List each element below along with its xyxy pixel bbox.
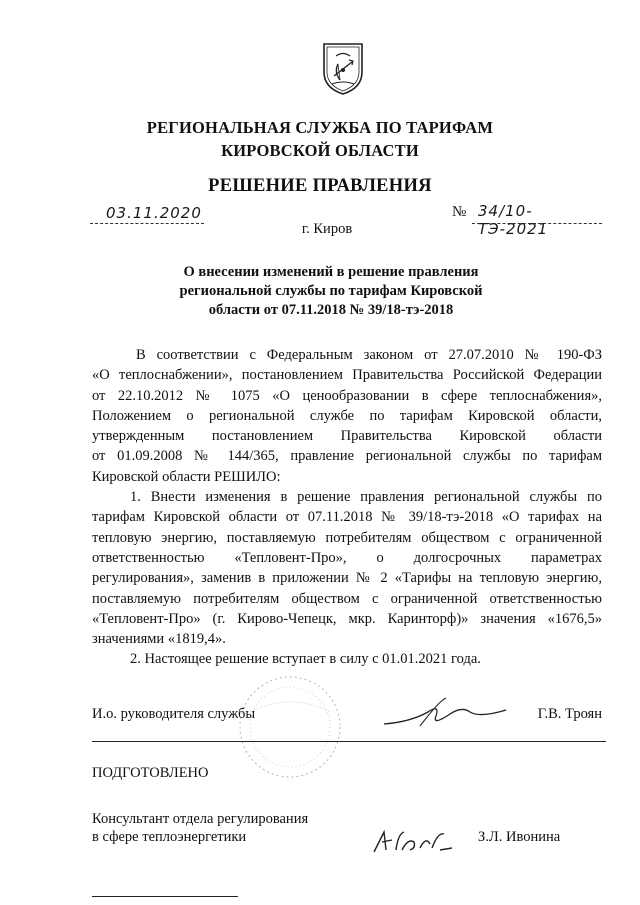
body-line: Положением о региональной службе по тарифам Кировской области, <box>92 407 602 424</box>
number-sign: № <box>452 204 467 220</box>
body-line: от 01.09.2008 № 144/365, правление региональной службы по тарифам <box>92 448 602 465</box>
preparer-position-line2: в сфере теплоэнергетики <box>92 829 247 845</box>
signatory-role: И.о. руководителя службы <box>92 706 256 722</box>
signatory-name: Г.В. Троян <box>537 706 602 722</box>
item-line: 2. Настоящее решение вступает в силу с 01.01.2021 года. <box>130 651 481 668</box>
item-line: ответственностью «Тепловент-Про», о долгосрочных параметрах <box>92 549 602 566</box>
body-line: «О теплоснабжении», постановлением Правительства Российской Федерации <box>92 367 602 384</box>
body-line: Кировской области РЕШИЛО: <box>92 468 281 485</box>
body-line: от 22.10.2012 № 1075 «О ценообразовании в сфере теплоснабжения», <box>92 387 602 404</box>
body-line: утвержденным постановлением Правительства Кировской области <box>92 428 602 445</box>
preparer-name: З.Л. Ивонина <box>478 829 561 845</box>
signature-divider <box>92 741 606 742</box>
document-city: г. Киров <box>301 221 353 237</box>
item-line: «Тепловент-Про» (г. Кирово-Чепецк, мкр. Каринторф)» значения «1676,5» <box>92 610 602 627</box>
handwritten-initials-icon <box>368 822 456 858</box>
item-line: тепловую энергию, поставляемую потребителям обществом с ограниченной <box>92 529 602 546</box>
item-line: значениями «1819,4». <box>92 631 226 648</box>
subject-line: О внесении изменений в решение правления <box>183 264 479 280</box>
body-line: В соответствии с Федеральным законом от 27.07.2010 № 190-ФЗ <box>136 347 602 363</box>
decision-body <box>92 345 602 670</box>
item-line: тарифам Кировской области от 07.11.2018 № 39/18-тэ-2018 «О тарифах на <box>92 509 602 526</box>
item-line: 1. Внести изменения в решение правления региональной службы по <box>130 489 602 506</box>
kirov-coat-of-arms-icon <box>318 42 368 96</box>
document-title: РЕШЕНИЕ ПРАВЛЕНИЯ <box>208 176 432 196</box>
handwritten-signature-icon <box>380 692 510 732</box>
document-date: 03.11.2020 <box>106 204 202 222</box>
prepared-label: ПОДГОТОВЛЕНО <box>92 765 209 781</box>
footer-rule <box>92 896 238 897</box>
organization-name-line2: КИРОВСКОЙ ОБЛАСТИ <box>221 141 419 160</box>
organization-name-line1: РЕГИОНАЛЬНАЯ СЛУЖБА ПО ТАРИФАМ <box>146 118 494 137</box>
official-stamp-icon <box>230 672 350 782</box>
preparer-position-line1: Консультант отдела регулирования <box>92 811 309 827</box>
item-line: поставляемую потребителям обществом с ограниченной ответственностью <box>92 590 602 607</box>
subject-line: региональной службы по тарифам Кировской <box>179 283 483 299</box>
subject-line: области от 07.11.2018 № 39/18-тэ-2018 <box>208 302 454 318</box>
document-number: 34/10-ТЭ-2021 <box>478 202 549 238</box>
item-line: регулирования», заменив в приложении № 2 «Тарифы на тепловую энергию, <box>92 570 602 587</box>
